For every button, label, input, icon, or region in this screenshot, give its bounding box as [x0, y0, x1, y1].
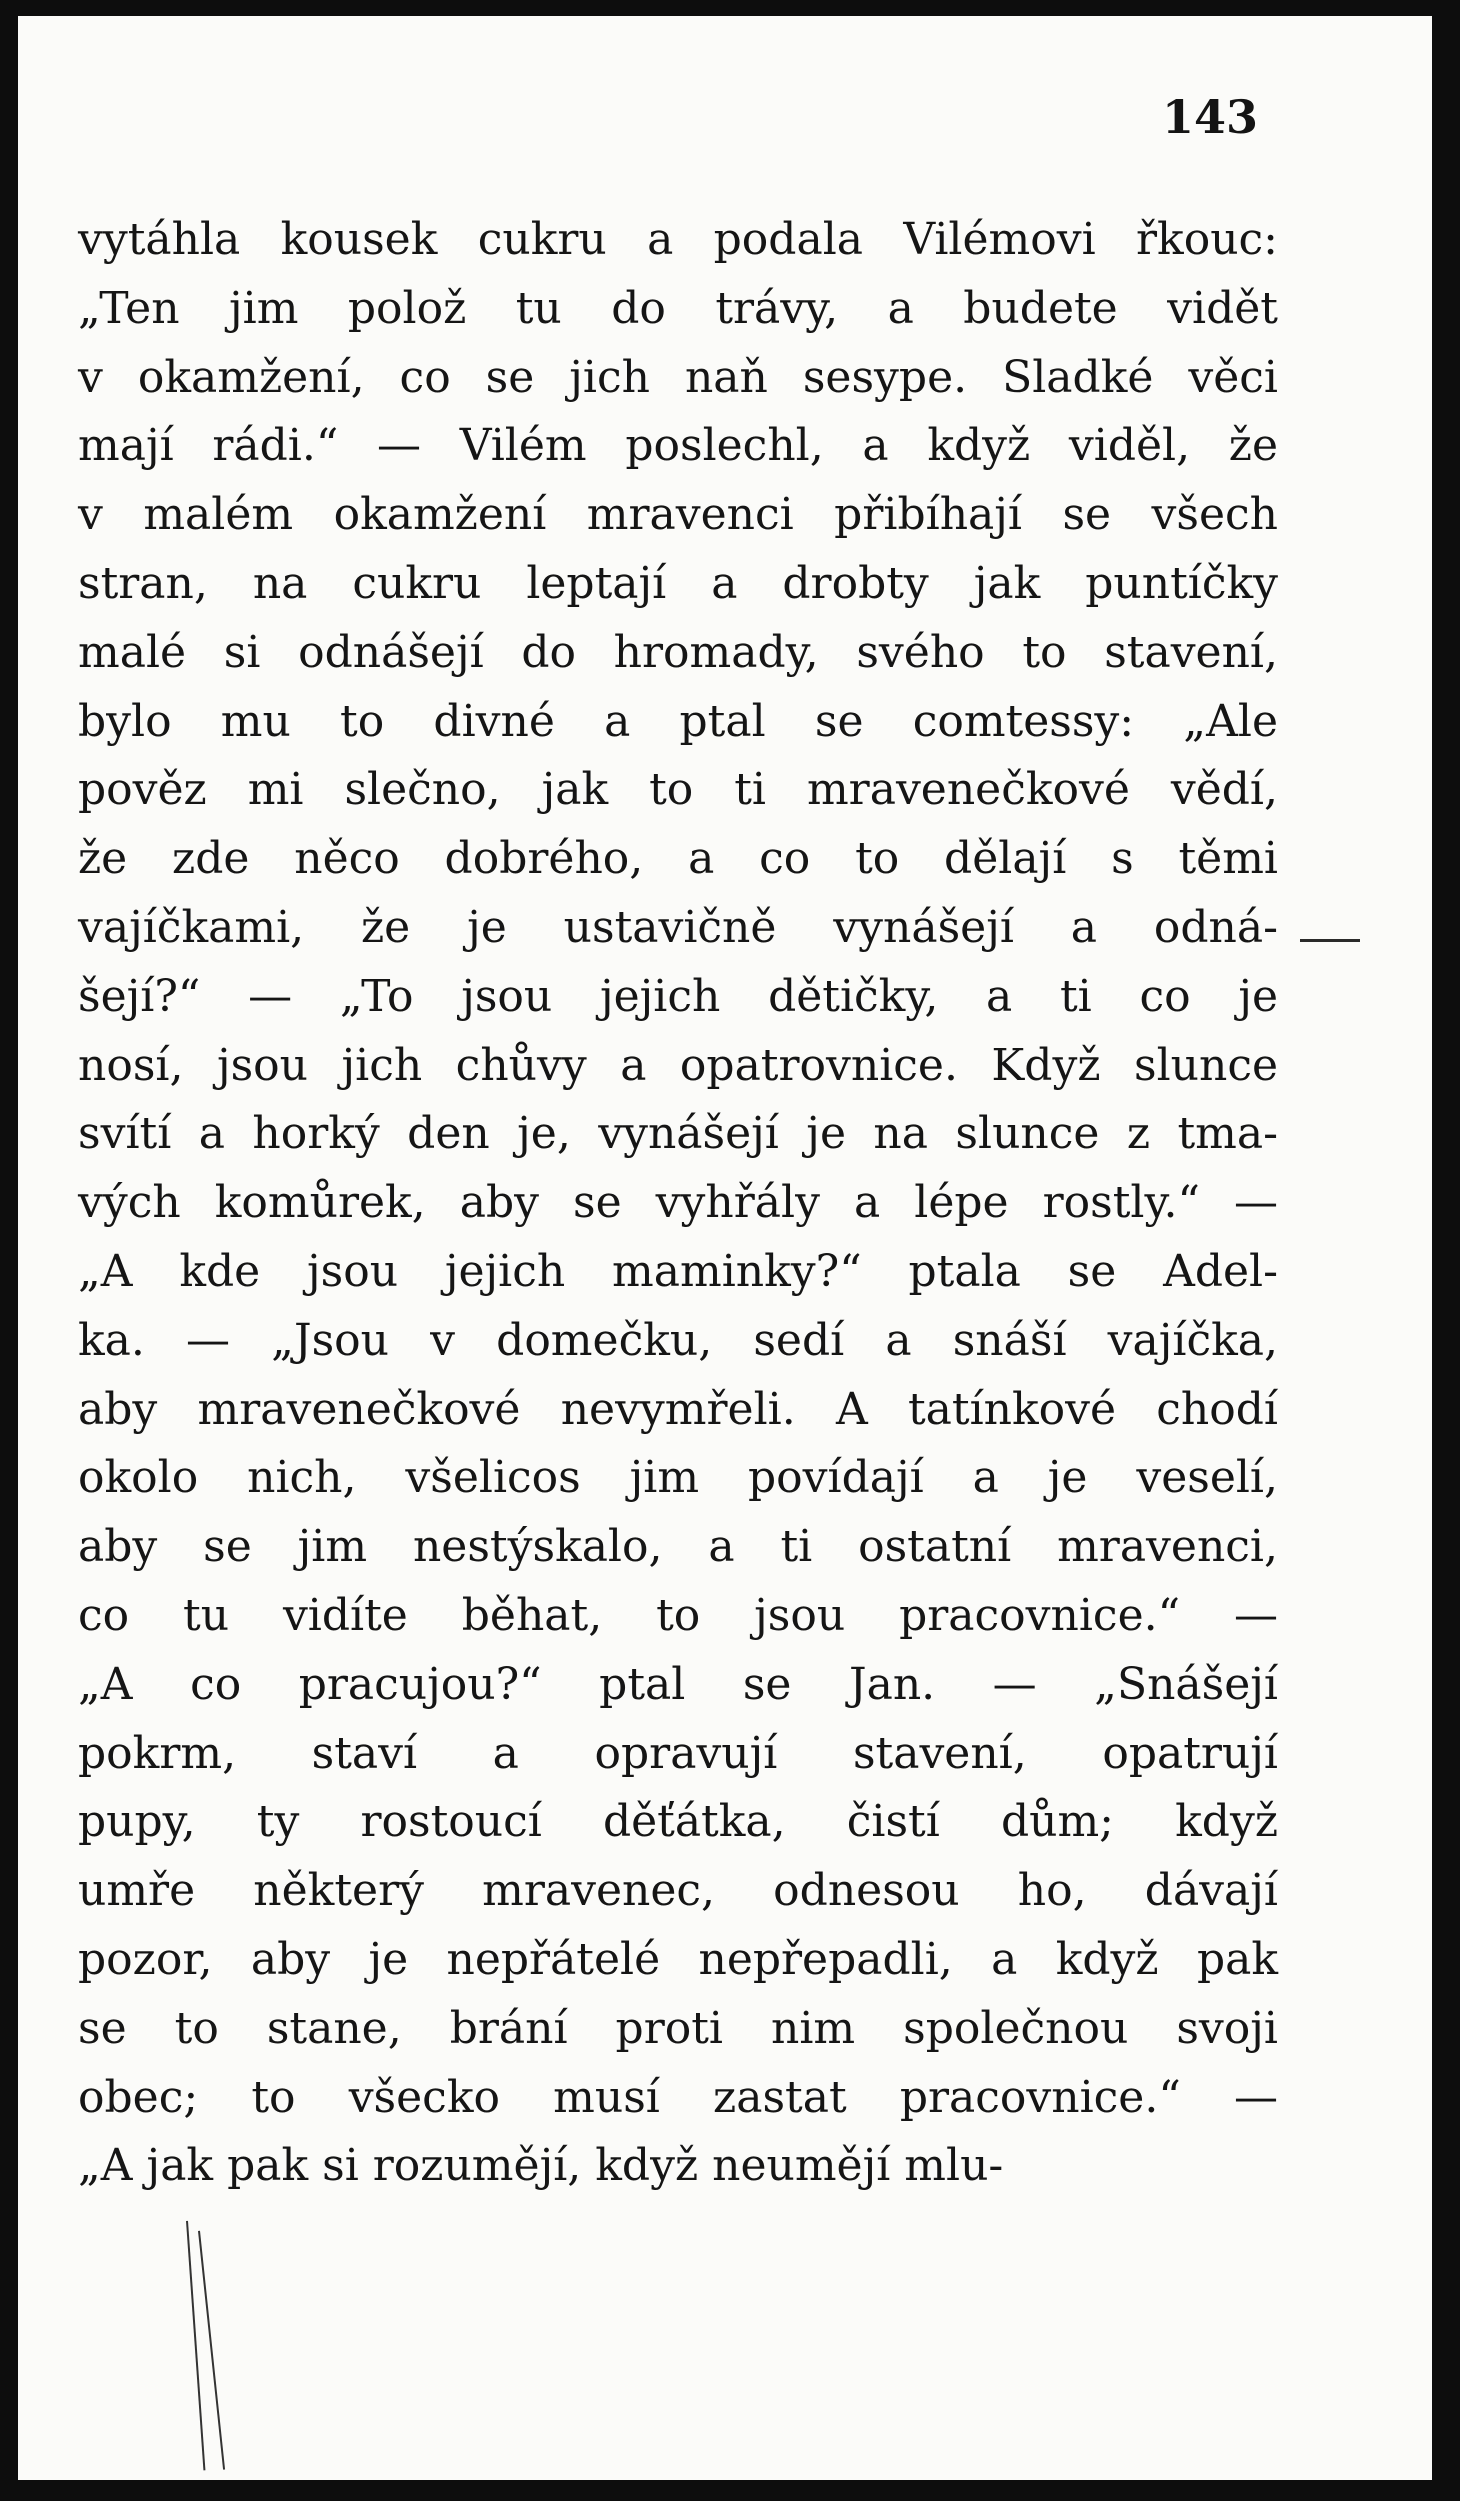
text-line: co tu vidíte běhat, to jsou pracovnice.“ —: [78, 1589, 1278, 1641]
text-line: okolo nich, všelicos jim povídají a je veselí,: [78, 1452, 1278, 1504]
text-line: aby mravenečkové nevymřeli. A tatínkové chodí: [78, 1383, 1278, 1435]
margin-dash: [1300, 939, 1360, 942]
text-line: „A kde jsou jejich maminky?“ ptala se Adel-: [78, 1245, 1278, 1297]
text-line: „A co pracujou?“ ptal se Jan. — „Snášejí: [78, 1658, 1278, 1710]
text-line: šejí?“ — „To jsou jejich dětičky, a ti co je: [78, 970, 1278, 1022]
text-line: vytáhla kousek cukru a podala Vilémovi řkouc:: [78, 214, 1278, 265]
text-line: v okamžení, co se jich naň sesype. Sladké věci: [78, 351, 1278, 403]
text-line: že zde něco dobrého, a co to dělají s těmi: [78, 833, 1278, 885]
text-line: se to stane, brání proti nim společnou svoji: [78, 2002, 1278, 2054]
text-line: bylo mu to divné a ptal se comtessy: „Ale: [78, 695, 1278, 747]
text-line: stran, na cukru leptají a drobty jak puntíčky: [78, 557, 1278, 609]
text-line: pupy, ty rostoucí děťátka, čistí dům; když: [78, 1796, 1278, 1848]
text-line: malé si odnášejí do hromady, svého to stavení,: [78, 626, 1278, 678]
text-line: „A jak pak si rozumějí, když neumějí mlu-: [78, 2140, 1004, 2192]
text-line: obec; to všecko musí zastat pracovnice.“ —: [78, 2071, 1278, 2123]
text-line: vajíčkami, že je ustavičně vynášejí a odná-: [78, 901, 1278, 953]
text-line: pokrm, staví a opravují stavení, opatrují: [78, 1727, 1278, 1779]
text-line: vých komůrek, aby se vyhřály a lépe rostly.“ —: [78, 1177, 1278, 1229]
text-line: ka. — „Jsou v domečku, sedí a snáší vajíčka,: [78, 1314, 1278, 1366]
page-number: 143: [1161, 90, 1258, 144]
text-line: nosí, jsou jich chůvy a opatrovnice. Když slunce: [78, 1039, 1278, 1091]
text-line: svítí a horký den je, vynášejí je na slunce z tma-: [78, 1108, 1278, 1160]
body-text: [78, 206, 1278, 2201]
book-page: [18, 16, 1432, 2480]
text-line: pověz mi slečno, jak to ti mravenečkové vědí,: [78, 764, 1278, 816]
text-line: aby se jim nestýskalo, a ti ostatní mravenci,: [78, 1521, 1278, 1573]
text-line: umře některý mravenec, odnesou ho, dávají: [78, 1865, 1278, 1917]
text-line: pozor, aby je nepřátelé nepřepadli, a když pak: [78, 1933, 1278, 1985]
text-line: mají rádi.“ — Vilém poslechl, a když viděl, že: [78, 420, 1278, 472]
text-line: „Ten jim polož tu do trávy, a budete vidět: [78, 282, 1278, 334]
text-line: v malém okamžení mravenci přibíhají se všech: [78, 489, 1278, 541]
